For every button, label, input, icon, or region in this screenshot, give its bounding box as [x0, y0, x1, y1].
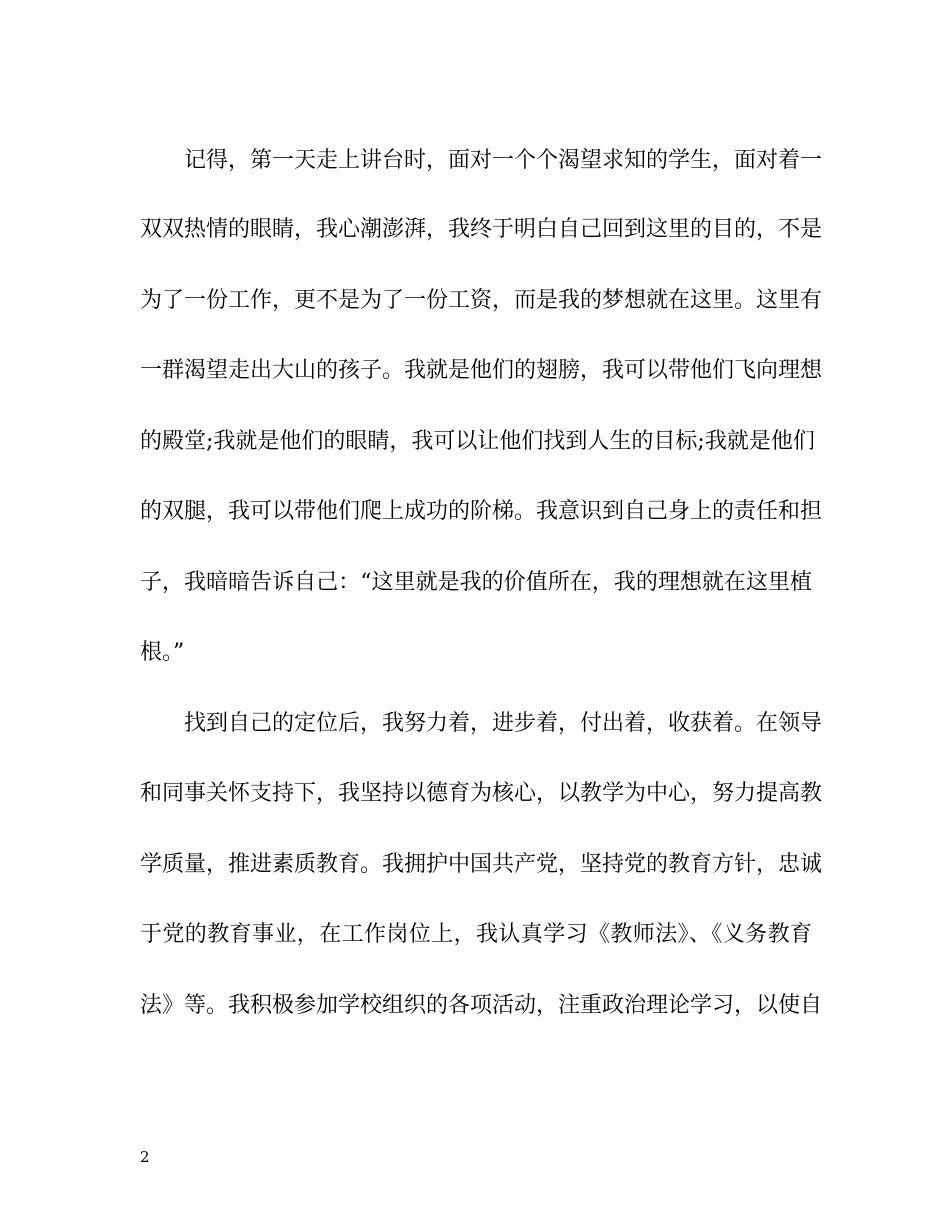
paragraph-1-line-5: 的殿堂;我就是他们的眼睛，我可以让他们找到人生的目标;我就是他们: [140, 429, 815, 454]
paragraph-2-line-2: 和同事关怀支持下，我坚持以德育为核心，以教学为中心，努力提高教: [140, 781, 823, 806]
paragraph-2-line-4: 于党的教育事业，在工作岗位上，我认真学习《教师法》、《义务教育: [140, 922, 812, 947]
paragraph-1-line-1: 记得，第一天走上讲台时，面对一个个渴望求知的学生，面对着一: [184, 148, 823, 173]
paragraph-1-line-3: 为了一份工作，更不是为了一份工资，而是我的梦想就在这里。这里有: [140, 288, 823, 313]
paragraph-1-line-4: 一群渴望走出大山的孩子。我就是他们的翅膀，我可以带他们飞向理想: [140, 358, 823, 383]
paragraph-1-line-8: 根。”: [140, 640, 185, 665]
paragraph-1-line-2: 双双热情的眼睛，我心潮澎湃，我终于明白自己回到这里的目的，不是: [140, 217, 823, 242]
page-number: 2: [140, 1148, 150, 1166]
paragraph-1-line-6: 的双腿，我可以带他们爬上成功的阶梯。我意识到自己身上的责任和担: [140, 499, 823, 524]
paragraph-2-line-3: 学质量，推进素质教育。我拥护中国共产党，坚持党的教育方针，忠诚: [140, 852, 823, 877]
paragraph-1-line-7: 子，我暗暗告诉自己：“这里就是我的价值所在，我的理想就在这里植: [140, 570, 812, 595]
paragraph-2-line-5: 法》等。我积极参加学校组织的各项活动，注重政治理论学习，以使自: [140, 993, 823, 1018]
paragraph-2-line-1: 找到自己的定位后，我努力着，进步着，付出着，收获着。在领导: [184, 711, 823, 736]
